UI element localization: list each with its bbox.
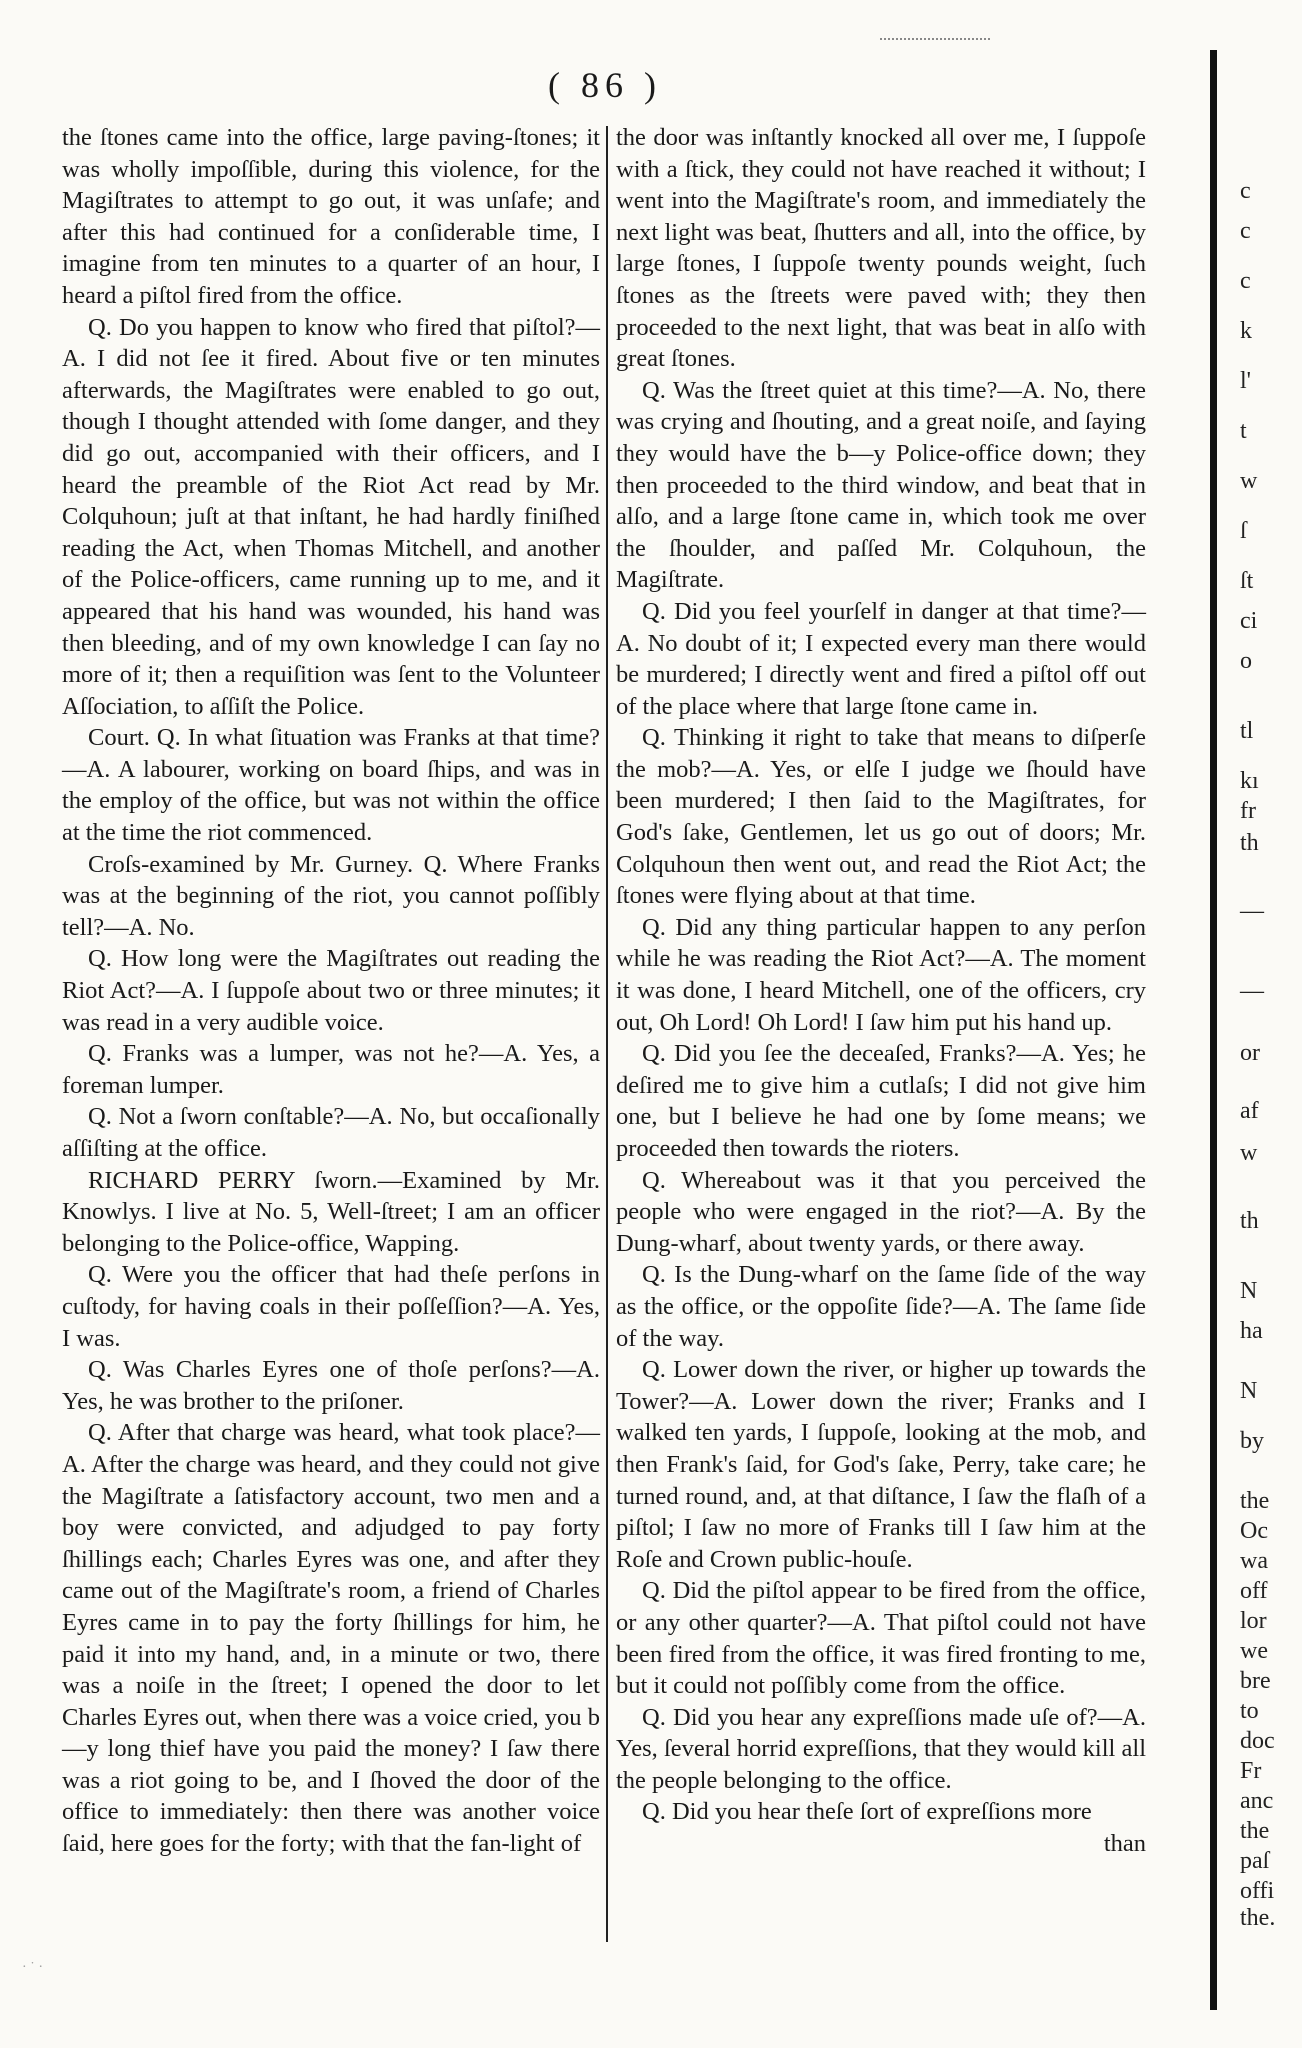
paragraph: Q. Did the piſtol appear to be fired from the office, or any other quarter?—A. That piſtol could not have been fired from the office, it was fired fronting to me, but it could not poſſibly come from the office. — [616, 1577, 1146, 1700]
paragraph: Q. Franks was a lumper, was not he?—A. Yes, a foreman lumper. — [62, 1040, 600, 1099]
bleed-fragment: w — [1240, 468, 1258, 494]
paragraph: Q. After that charge was heard, what took place?—A. After the charge was heard, and they could not give the Magiſtrate a ſatisfactory account, two men and a boy were convicted, and adjudged to pay forty ſhillings each; Charles Eyres was one, and after they came out of the Magiſtrate's room, a friend of Charles Eyres came in to pay the forty ſhillings for him, he paid it into my hand, and, in a minute or two, there was a noiſe in the ſtreet; I opened the door to let Charles Eyres out, when there was a voice cried, you b—y long thief have you paid the money? I ſaw there was a riot going to be, and I ſhoved the door of the office to immediately: then there was another voice ſaid, here goes for the forty; with that the fan-light of — [62, 1419, 600, 1858]
bleed-fragment: th — [1240, 1208, 1259, 1234]
paragraph: Q. Thinking it right to take that means to diſperſe the mob?—A. Yes, or elſe I judge we ſhould have been murdered; I then ſaid to the Magiſtrates, for God's ſake, Gentlemen, let us go out of doors; Mr. Colquhoun then went out, and read the Riot Act; the ſtones were flying about at that time. — [616, 724, 1146, 910]
bleed-fragment: by — [1240, 1428, 1264, 1454]
ink-smudge — [880, 38, 990, 46]
bleed-fragment: we — [1240, 1638, 1268, 1664]
bleed-fragment: tl — [1240, 718, 1254, 744]
paragraph: RICHARD PERRY ſworn.—Examined by Mr. Knowlys. I live at No. 5, Well-ſtreet; I am an officer belonging to the Police-office, Wapping. — [62, 1166, 600, 1257]
bleed-fragment: Oc — [1240, 1518, 1268, 1544]
bleed-fragment: af — [1240, 1098, 1259, 1124]
bleed-fragment: c — [1240, 268, 1251, 294]
bleed-fragment: — — [1240, 898, 1264, 924]
bleed-fragment: the — [1240, 1488, 1270, 1514]
bleed-fragment: bre — [1240, 1668, 1271, 1694]
paragraph: Q. How long were the Magiſtrates out reading the Riot Act?—A. I ſuppoſe about two or three minutes; it was read in a very audible voice. — [62, 945, 600, 1036]
bleed-fragment: th — [1240, 830, 1259, 856]
page-number: ( 86 ) — [548, 65, 662, 105]
paragraph: the door was inſtantly knocked all over me, I ſuppoſe with a ſtick, they could not have reached it without; I went into the Magiſtrate's room, and immediately the next light was beat, ſhutters and all, into the office, by large ſtones, I ſuppoſe twenty pounds weight, ſuch ſtones as the ſtreets were paved with; they then proceeded to the next light, that was beat in alſo with great ſtones. — [616, 124, 1146, 373]
bleed-fragment: l' — [1240, 368, 1251, 394]
bleed-fragment: to — [1240, 1698, 1259, 1724]
bleed-fragment: N — [1240, 1378, 1258, 1404]
bleed-fragment: o — [1240, 648, 1252, 674]
bleed-fragment: c — [1240, 178, 1251, 204]
paragraph: Q. Did you feel yourſelf in danger at that time?—A. No doubt of it; I expected every man there would be murdered; I directly went and fired a piſtol off out of the place where that large ſtone came in. — [616, 597, 1146, 720]
bleed-fragment: or — [1240, 1040, 1260, 1066]
binding-gutter — [1210, 50, 1217, 2010]
facing-page-edge — [1240, 150, 1302, 2030]
paragraph: Q. Did any thing particular happen to any perſon while he was reading the Riot Act?—A. The moment it was done, I heard Mitchell, one of the officers, cry out, Oh Lord! Oh Lord! I ſaw him put his hand up. — [616, 913, 1146, 1036]
bleed-fragment: ci — [1240, 608, 1258, 634]
bleed-fragment: lor — [1240, 1608, 1267, 1634]
paragraph: the ſtones came into the office, large paving-ſtones; it was wholly impoſſible, during this violence, for the Magiſtrates to attempt to go out, it was unſafe; and after this had continued for a conſiderable time, I imagine from ten minutes to a quarter of an hour, I heard a piſtol fired from the office. — [62, 124, 600, 309]
bleed-fragment: — — [1240, 978, 1264, 1004]
bleed-fragment: anc — [1240, 1788, 1274, 1814]
bleed-fragment: paſ — [1240, 1848, 1270, 1874]
bleed-fragment: c — [1240, 218, 1251, 244]
catchword: than — [1103, 1830, 1146, 1858]
bleed-fragment: ha — [1240, 1318, 1263, 1344]
paragraph: Q. Was the ſtreet quiet at this time?—A. No, there was crying and ſhouting, and a great noiſe, and ſaying they would have the b—y Police-office down; they then proceeded to the third window, and beat that in alſo, and a large ſtone came in, which took me over the ſhoulder, and paſſed Mr. Colquhoun, the Magiſtrate. — [616, 376, 1146, 594]
bleed-fragment: offi — [1240, 1878, 1275, 1904]
paragraph: Q. Do you happen to know who fired that piſtol?—A. I did not ſee it fired. About five or ten minutes afterwards, the Magiſtrates were enabled to go out, though I thought attended with ſome danger, and they did go out, accompanied with their officers, and I heard the preamble of the Riot Act read by Mr. Colquhoun; juſt at that inſtant, he had hardly finiſhed reading the Act, when Thomas Mitchell, and another of the Police-officers, came running up to me, and it appeared that his hand was wounded, his hand was then bleeding, and of my own knowledge I can ſay no more of it; then a requiſition was ſent to the Volunteer Aſſociation, to aſſiſt the Police. — [62, 313, 600, 720]
bleed-fragment: kı — [1240, 768, 1259, 794]
paragraph: Q. Were you the officer that had theſe perſons in cuſtody, for having coals in their poſſeſſion?—A. Yes, I was. — [62, 1261, 600, 1352]
paragraph: Q. Not a ſworn conſtable?—A. No, but occaſionally aſſiſting at the office. — [62, 1103, 600, 1162]
paragraph: Court. Q. In what ſituation was Franks at that time?—A. A labourer, working on board ſhips, and was in the employ of the office, but was not within the office at the time the riot commenced. — [62, 724, 600, 847]
paragraph: Q. Whereabout was it that you perceived the people who were engaged in the riot?—A. By the Dung-wharf, about twenty yards, or there away. — [616, 1166, 1146, 1257]
paragraph: Q. Did you hear theſe ſort of expreſſions more — [642, 1798, 1092, 1826]
paragraph: Q. Did you hear any expreſſions made uſe of?—A. Yes, ſeveral horrid expreſſions, that they would kill all the people belonging to the office. — [616, 1703, 1146, 1794]
paragraph: Croſs-examined by Mr. Gurney. Q. Where Franks was at the beginning of the riot, you cannot poſſibly tell?—A. No. — [62, 850, 600, 941]
bleed-fragment: Fr — [1240, 1758, 1262, 1784]
bleed-fragment: off — [1240, 1578, 1268, 1604]
bleed-fragment: N — [1240, 1278, 1258, 1304]
bleed-fragment: fr — [1240, 798, 1256, 824]
paragraph: Q. Did you ſee the deceaſed, Franks?—A. Yes; he deſired me to give him a cutlaſs; I did not give him one, but I believe he had one by ſome means; we proceeded then towards the rioters. — [616, 1040, 1146, 1162]
bleed-fragment: doc — [1240, 1728, 1275, 1754]
paragraph: Q. Was Charles Eyres one of thoſe perſons?—A. Yes, he was brother to the priſoner. — [62, 1356, 600, 1415]
bleed-fragment: wa — [1240, 1548, 1268, 1574]
bleed-fragment: the. — [1240, 1905, 1276, 1931]
paper-specks: · ˙ · — [22, 1960, 43, 1975]
bleed-fragment: ſt — [1240, 568, 1254, 594]
paragraph: Q. Is the Dung-wharf on the ſame ſide of the way as the office, or the oppoſite ſide?—A. The ſame ſide of the way. — [616, 1261, 1146, 1352]
column-divider — [606, 126, 608, 1942]
bleed-fragment: the — [1240, 1818, 1270, 1844]
right-column — [616, 122, 1146, 1860]
paragraph: Q. Lower down the river, or higher up towards the Tower?—A. Lower down the river; Franks and I walked ten yards, I ſuppoſe, looking at the mob, and then Frank's ſaid, for God's ſake, Perry, take care; he turned round, and, at that diſtance, I ſaw the flaſh of a piſtol; I ſaw no more of Franks till I ſaw him at the Roſe and Crown public-houſe. — [616, 1356, 1146, 1573]
bleed-fragment: t — [1240, 418, 1247, 444]
bleed-fragment: k — [1240, 318, 1252, 344]
left-column — [62, 122, 600, 1860]
bleed-fragment: ſ — [1240, 518, 1247, 544]
bleed-fragment: w — [1240, 1140, 1258, 1166]
